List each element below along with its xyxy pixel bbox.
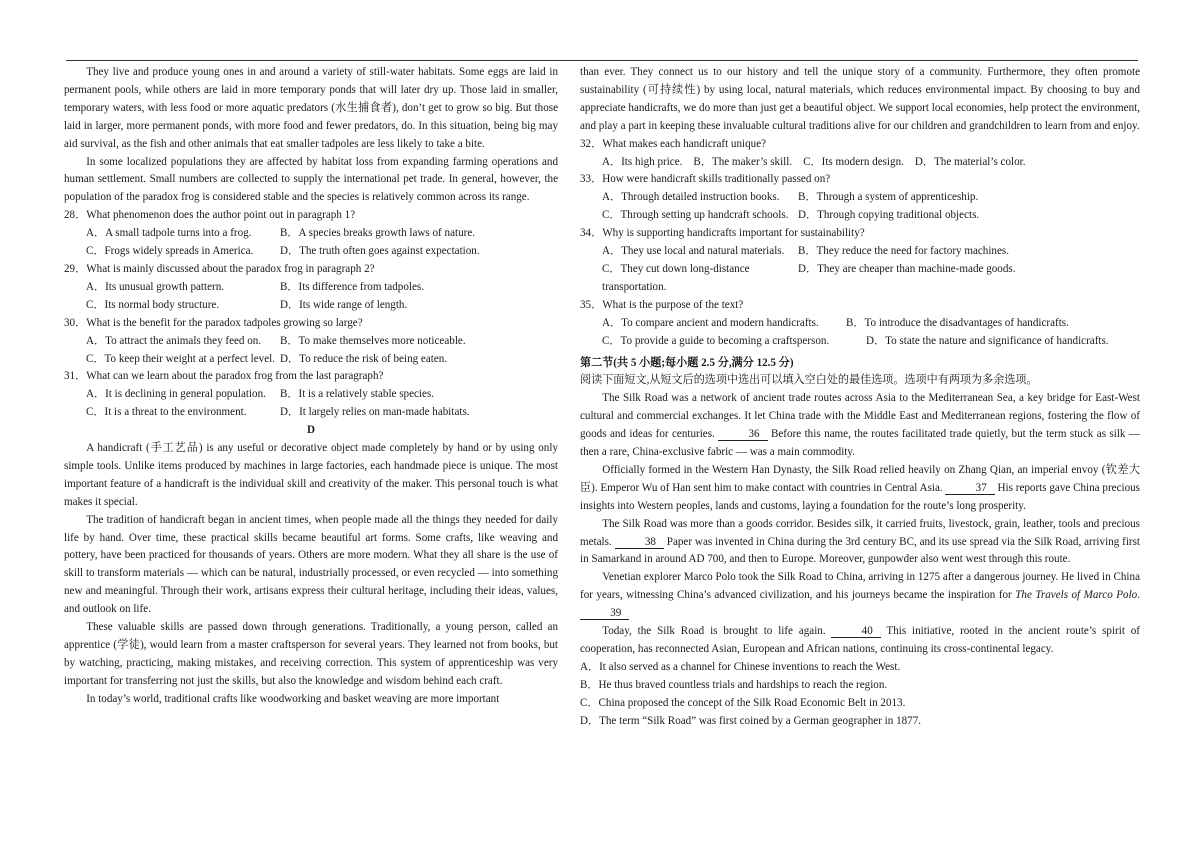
- option-a[interactable]: A．Through detailed instruction books.: [602, 191, 780, 204]
- question-stem: 35．What is the purpose of the text?: [580, 298, 744, 311]
- option-d[interactable]: D．To state the nature and significance of handicrafts.: [866, 334, 1109, 347]
- option-b[interactable]: B．To introduce the disadvantages of handicrafts.: [846, 316, 1069, 329]
- book-title: The Travels of Marco Polo: [1015, 589, 1138, 602]
- option-c[interactable]: C．Through setting up handcraft schools.: [602, 209, 789, 222]
- option-a[interactable]: A．Its high price.: [602, 155, 683, 168]
- question-stem: 30．What is the benefit for the paradox tadpoles growing so large?: [64, 316, 363, 329]
- option-a[interactable]: A．It is declining in general population.: [86, 388, 266, 401]
- left-column: [64, 64, 558, 709]
- question-35: [580, 297, 1140, 351]
- passage-c-paragraph-1: They live and produce young ones in and around a variety of still-water habitats. Some eggs are laid in permanent pools, while others are laid in more temporary ponds that will later dry up. Those laid in smaller, temporary waters, with less food or more aquatic predators (水生捕食者), don’t get to grow so big. But those laid in larger, more permanent ponds, with more food and fewer predators, do. In this situation, being big may aid survival, as the fish and other animals that eat smaller tadpoles are less likely to take a bite.: [64, 66, 558, 150]
- option-d[interactable]: D．To reduce the risk of being eaten.: [280, 352, 448, 365]
- question-31: [64, 368, 558, 422]
- silk-paragraph-5: Today, the Silk Road is brought to life again. 40 This initiative, rooted in the ancient route’s spirit of cooperation, has reconnected Asian, European and African nations, continuing its cross-continental legacy.: [580, 625, 1140, 655]
- question-stem: 31．What can we learn about the paradox frog from the last paragraph?: [64, 370, 384, 383]
- answer-option-a: A．It also served as a channel for Chinese inventions to reach the West.: [580, 660, 901, 673]
- option-c[interactable]: C．To keep their weight at a perfect level.: [86, 352, 275, 365]
- option-a[interactable]: A．Its unusual growth pattern.: [86, 280, 225, 293]
- option-c[interactable]: C．They cut down long-distance transportation.: [602, 262, 750, 293]
- question-33: [580, 171, 1140, 225]
- silk-paragraph-4: Venetian explorer Marco Polo took the Silk Road to China, arriving in 1275 after a dangerous journey. He lived in China for years, witnessing China’s advanced civilization, and his journeys became the inspiration for The Travels of Marco Polo. 39: [580, 571, 1140, 620]
- option-b[interactable]: B．They reduce the need for factory machines.: [798, 245, 1009, 258]
- section-2-instructions: 阅读下面短文,从短文后的选项中选出可以填入空白处的最佳选项。选项中有两项为多余选项。: [580, 374, 1038, 387]
- option-a[interactable]: A．To attract the animals they feed on.: [86, 334, 262, 347]
- answer-option-b: B．He thus braved countless trials and hardships to reach the region.: [580, 678, 888, 691]
- passage-d-continuation: than ever. They connect us to our history and tell the unique story of a community. Furthermore, they often promote sustainability (可持续性) by using local, natural materials, which reduces environmental impact. By choosing to buy and appreciate handicrafts, we do more than just get a beautiful object. We support local economies, help protect the environment, and play a part in keeping these invaluable cultural traditions alive for our children and grandchildren to learn from and enjoy.: [580, 66, 1140, 132]
- option-c[interactable]: C．It is a threat to the environment.: [86, 406, 247, 419]
- question-stem: 29．What is mainly discussed about the paradox frog in paragraph 2?: [64, 262, 375, 275]
- option-a[interactable]: A．They use local and natural materials.: [602, 245, 785, 258]
- option-d[interactable]: D．The material’s color.: [914, 155, 1026, 168]
- option-b[interactable]: B．Through a system of apprenticeship.: [798, 191, 979, 204]
- option-c[interactable]: C．Its modern design.: [803, 155, 904, 168]
- silk-paragraph-1: The Silk Road was a network of ancient trade routes across Asia to the Mediterranean Sea, a key bridge for East-West cultural and commercial exchanges. It let China trade with the Middle East and Mediterranean regions, fostering the flow of goods and ideas for centuries. 36 Before this name, the routes facilitated trade quietly, but the term stuck as silk — then a rare, China-exclusive fabric — was a main commodity.: [580, 392, 1141, 459]
- option-d[interactable]: D．It largely relies on man-made habitats.: [280, 406, 470, 419]
- question-stem: 32．What makes each handicraft unique?: [580, 137, 767, 150]
- option-b[interactable]: B．Its difference from tadpoles.: [280, 280, 424, 293]
- option-d[interactable]: D．The truth often goes against expectation.: [280, 245, 480, 258]
- option-b[interactable]: B．A species breaks growth laws of nature.: [280, 227, 476, 240]
- option-a[interactable]: A．To compare ancient and modern handicrafts.: [602, 316, 819, 329]
- question-29: [64, 261, 558, 315]
- passage-d-paragraph-2: The tradition of handicraft began in ancient times, when people made all the things they needed for daily life by hand. Over time, these practical skills became beautiful art forms. Some crafts, like weaving and pottery, have been practiced for thousands of years. Others are more modern. What they all share is the use of skill to transform materials — which can be natural, industrially processed, or even recycled — into something new and meaningful. Through their work, artisans express their cultural heritage, including their ideas, values, and outlook on life.: [64, 513, 558, 616]
- option-b[interactable]: B．The maker’s skill.: [693, 155, 793, 168]
- section-d-heading: D: [306, 424, 315, 437]
- silk-paragraph-2: Officially formed in the Western Han Dynasty, the Silk Road relied heavily on Zhang Qian, an imperial envoy (钦差大臣). Emperor Wu of Han sent him to make contact with countries in Central Asia. 37 His reports gave China precious insights into Western peoples, lands and customs, laying a foundation for the route’s long prosperity.: [580, 463, 1140, 512]
- passage-d-paragraph-4: In today’s world, traditional crafts like woodworking and basket weaving are more important: [86, 692, 500, 705]
- blank-37[interactable]: 37: [945, 482, 994, 495]
- question-30: [64, 315, 558, 369]
- blank-38[interactable]: 38: [615, 536, 664, 549]
- passage-c-paragraph-2: In some localized populations they are affected by habitat loss from expanding farming operations and human settlement. Small numbers are collected to supply the international pet trade. In general, however, the population of the paradox frog is considered stable and the species is relatively common across its range.: [64, 155, 558, 204]
- answer-option-c: C．China proposed the concept of the Silk Road Economic Belt in 2013.: [580, 696, 906, 709]
- blank-36[interactable]: 36: [718, 428, 767, 441]
- right-column: [580, 64, 1140, 731]
- option-b[interactable]: B．To make themselves more noticeable.: [280, 334, 466, 347]
- question-stem: 28．What phenomenon does the author point out in paragraph 1?: [64, 209, 356, 222]
- option-d[interactable]: D．They are cheaper than machine-made goods.: [798, 262, 1016, 275]
- question-34: [580, 225, 1140, 297]
- passage-d-paragraph-3: These valuable skills are passed down through generations. Traditionally, a young person, called an apprentice (学徒), would learn from a master craftsperson for several years. They learned not from books, but by watching, practicing, making mistakes, and receiving correction. This system of apprenticeship was very important for transferring not just the skills, but also the knowledge and wisdom behind each craft.: [64, 621, 558, 687]
- passage-d-paragraph-1: A handicraft (手工艺品) is any useful or decorative object made completely by hand or by using only simple tools. Unlike items produced by machines in large factories, each handmade piece is unique. The most important feature of a handicraft is the individual skill and creativity of the maker. This personal touch is what makes it special.: [64, 442, 558, 508]
- question-stem: 33．How were handicraft skills traditionally passed on?: [580, 173, 831, 186]
- answer-option-d: D．The term “Silk Road” was first coined by a German geographer in 1877.: [580, 714, 922, 727]
- question-28: [64, 207, 558, 261]
- option-b[interactable]: B．It is a relatively stable species.: [280, 388, 435, 401]
- option-c[interactable]: C．Its normal body structure.: [86, 298, 220, 311]
- option-c[interactable]: C．To provide a guide to becoming a craftsperson.: [602, 334, 830, 347]
- silk-paragraph-3: The Silk Road was more than a goods corridor. Besides silk, it carried fruits, livestock, grain, leather, tools and precious metals. 38 Paper was invented in China during the 3rd century BC, and its use spread via the Silk Road, arriving first in Samarkand in around AD 700, and then to Europe. Moreover, gunpowder also went west through this route.: [580, 517, 1140, 566]
- top-rule: [66, 60, 1138, 61]
- option-d[interactable]: D．Its wide range of length.: [280, 298, 408, 311]
- question-stem: 34．Why is supporting handicrafts important for sustainability?: [580, 227, 865, 240]
- blank-40[interactable]: 40: [831, 625, 880, 638]
- blank-39[interactable]: 39: [580, 607, 629, 620]
- question-32: [580, 136, 1140, 172]
- section-2-title: 第二节(共 5 小题;每小题 2.5 分,满分 12.5 分): [580, 356, 794, 369]
- option-c[interactable]: C．Frogs widely spreads in America.: [86, 245, 254, 258]
- option-a[interactable]: A．A small tadpole turns into a frog.: [86, 227, 252, 240]
- option-d[interactable]: D．Through copying traditional objects.: [798, 209, 980, 222]
